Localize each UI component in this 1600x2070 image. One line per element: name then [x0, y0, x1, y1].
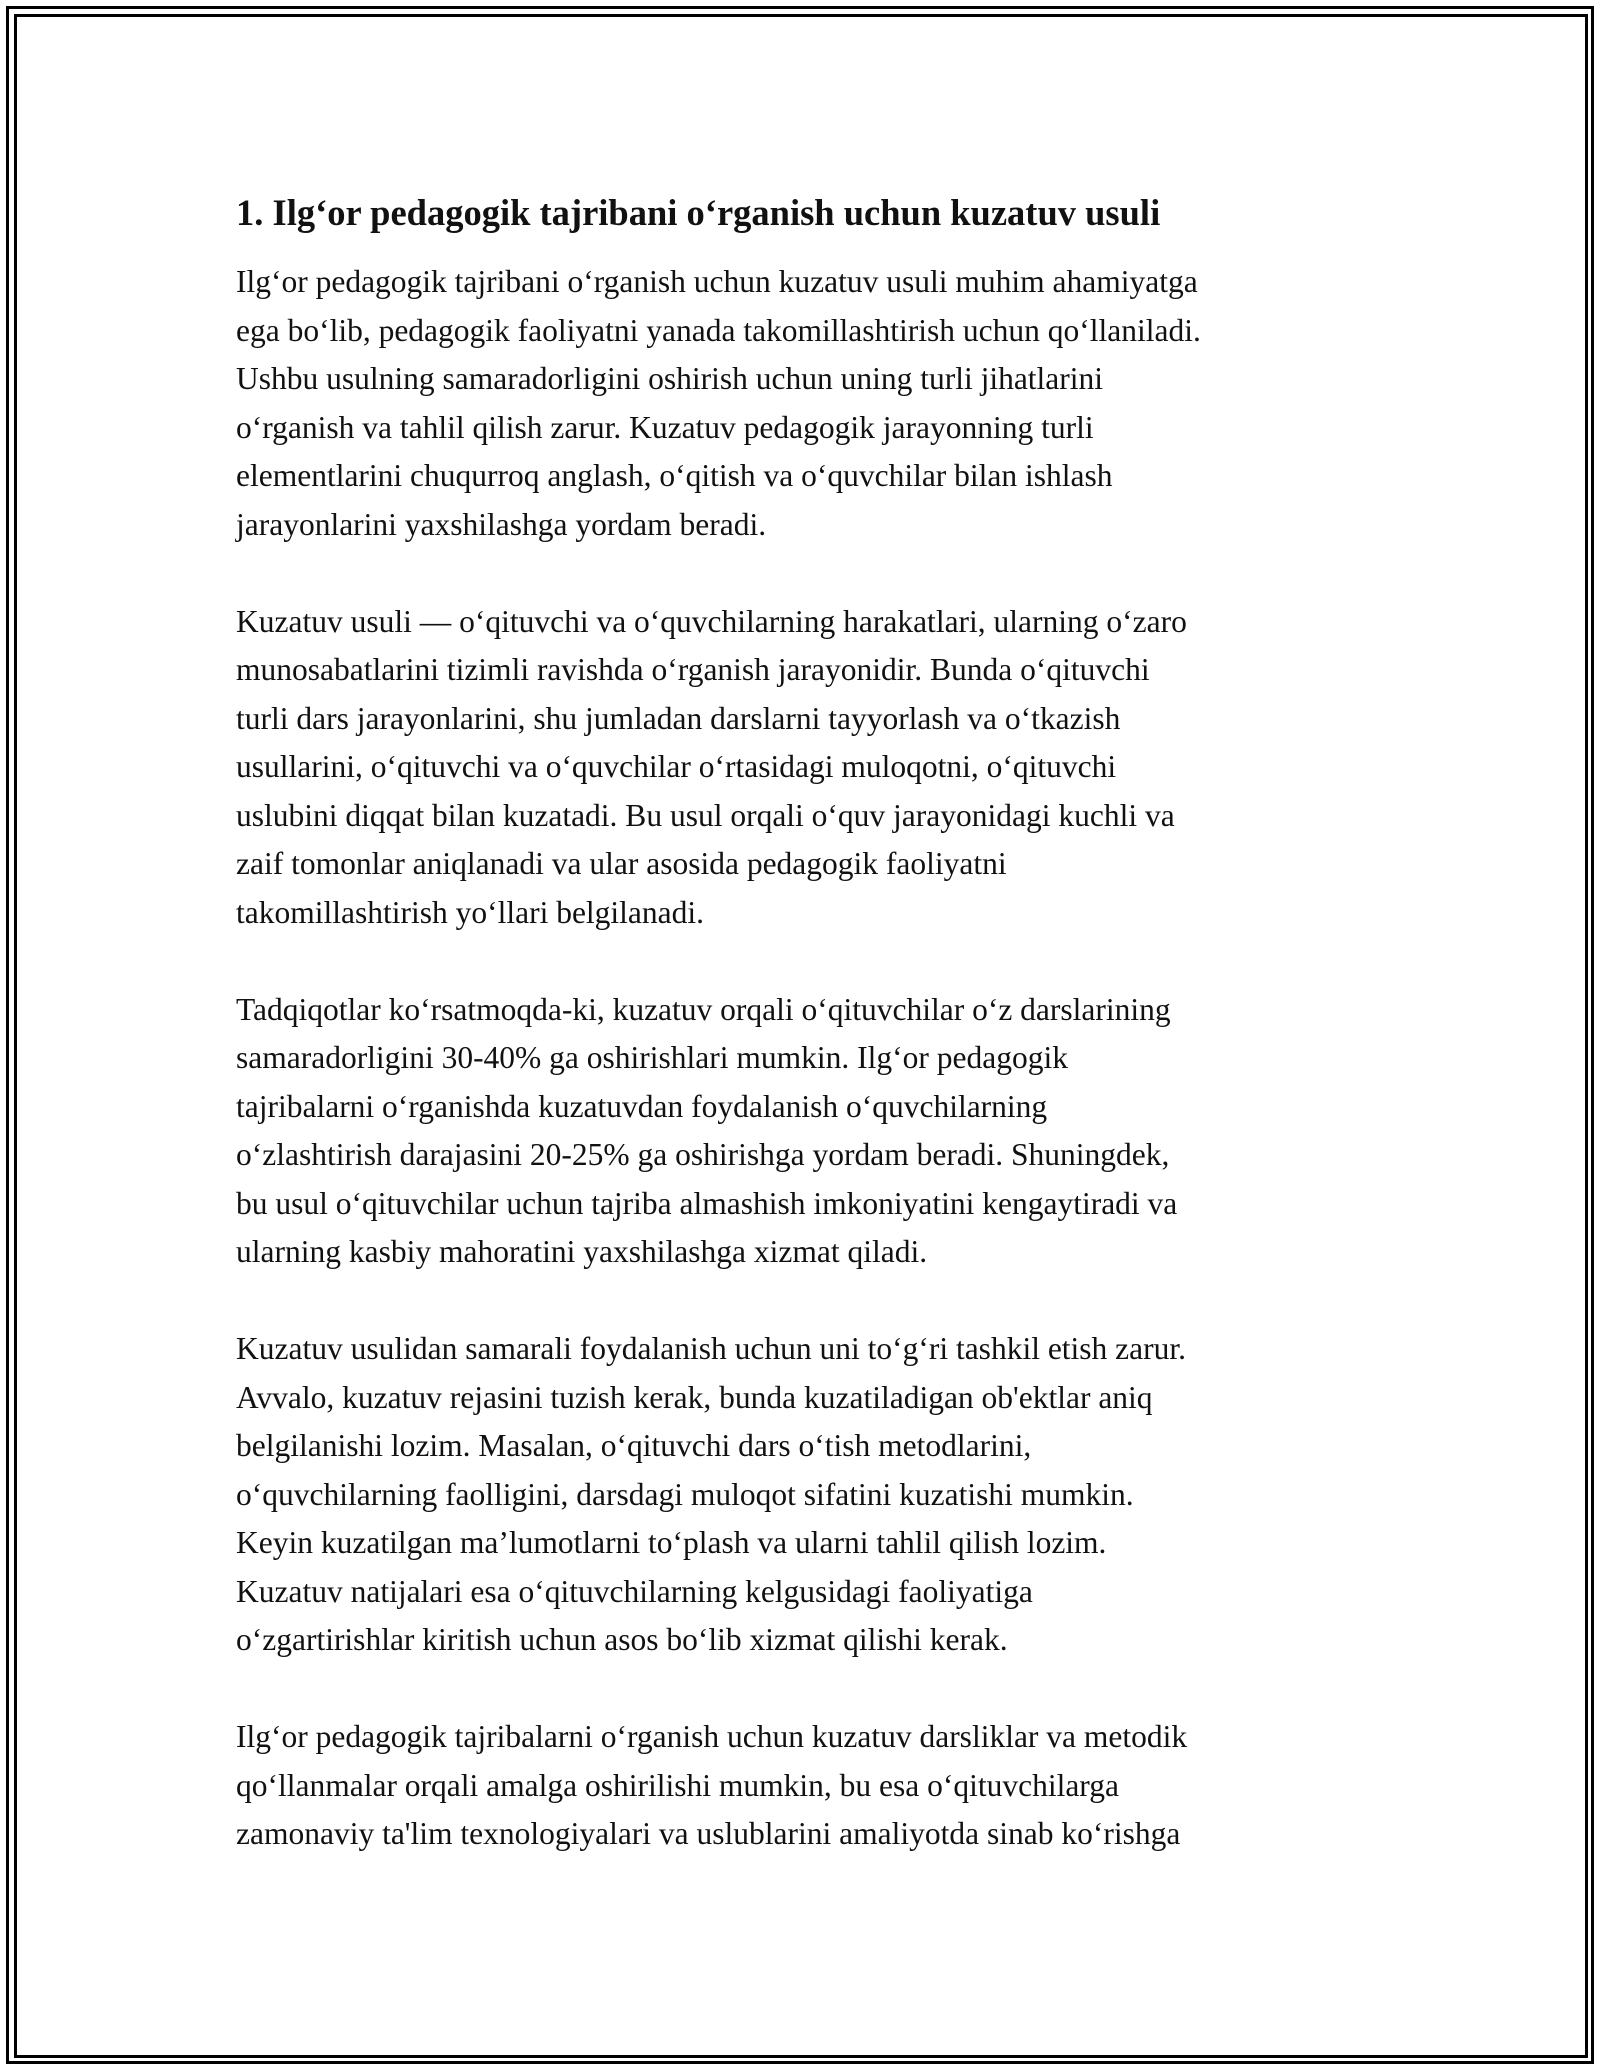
text-line: takomillashtirish yo‘llari belgilanadi. — [236, 894, 705, 930]
paragraph-1 — [236, 258, 1376, 549]
text-line: jarayonlarini yaxshilashga yordam beradi. — [236, 506, 767, 542]
text-line: munosabatlarini tizimli ravishda o‘rganish jarayonidir. Bunda o‘qituvchi — [236, 652, 1150, 687]
text-line: ega bo‘lib, pedagogik faoliyatni yanada takomillashtirish uchun qo‘llaniladi. — [236, 312, 1201, 348]
text-line: Avvalo, kuzatuv rejasini tuzish kerak, bunda kuzatiladigan ob'ektlar aniq — [236, 1379, 1153, 1415]
paragraph-5 — [236, 1713, 1376, 1859]
text-line: Kuzatuv usuli — o‘qituvchi va o‘quvchilarning harakatlari, ularning o‘zaro — [236, 603, 1187, 639]
text-line: samaradorligini 30-40% ga oshirishlari mumkin. Ilg‘or pedagogik — [236, 1040, 1068, 1075]
text-line: Kuzatuv natijalari esa o‘qituvchilarning kelgusidagi faoliyatiga — [236, 1573, 1033, 1609]
text-line: uslubini diqqat bilan kuzatadi. Bu usul orqali o‘quv jarayonidagi kuchli va — [236, 797, 1175, 833]
text-line: Ushbu usulning samaradorligini oshirish uchun uning turli jihatlarini — [236, 361, 1104, 396]
text-line: elementlarini chuqurroq anglash, o‘qitish va o‘quvchilar bilan ishlash — [236, 458, 1113, 493]
text-line: Ilg‘or pedagogik tajribani o‘rganish uchun kuzatuv usuli muhim ahamiyatga — [236, 264, 1198, 299]
text-line: zaif tomonlar aniqlanadi va ular asosida pedagogik faoliyatni — [236, 846, 1007, 881]
text-line: zamonaviy ta'lim texnologiyalari va uslublarini amaliyotda sinab ko‘rishga — [236, 1816, 1181, 1851]
text-line: tajribalarni o‘rganishda kuzatuvdan foydalanish o‘quvchilarning — [236, 1088, 1048, 1124]
paragraph-2 — [236, 598, 1376, 938]
text-line: o‘quvchilarning faolligini, darsdagi muloqot sifatini kuzatishi mumkin. — [236, 1476, 1134, 1512]
text-line: o‘rganish va tahlil qilish zarur. Kuzatuv pedagogik jarayonning turli — [236, 409, 1094, 445]
text-line: usullarini, o‘qituvchi va o‘quvchilar o‘rtasidagi muloqotni, o‘qituvchi — [236, 749, 1117, 784]
text-line: Ilg‘or pedagogik tajribalarni o‘rganish uchun kuzatuv darsliklar va metodik — [236, 1719, 1188, 1754]
paragraph-4 — [236, 1325, 1376, 1665]
document-body — [236, 188, 1376, 1907]
text-line: Kuzatuv usulidan samarali foydalanish uchun uni to‘g‘ri tashkil etish zarur. — [236, 1331, 1187, 1366]
text-line: ularning kasbiy mahoratini yaxshilashga xizmat qiladi. — [236, 1234, 928, 1269]
text-line: o‘zlashtirish darajasini 20-25% ga oshirishga yordam beradi. Shuningdek, — [236, 1137, 1170, 1172]
paragraph-3 — [236, 986, 1376, 1277]
text-line: qo‘llanmalar orqali amalga oshirilishi mumkin, bu esa o‘qituvchilarga — [236, 1767, 1119, 1803]
text-line: turli dars jarayonlarini, shu jumladan darslarni tayyorlash va o‘tkazish — [236, 700, 1121, 736]
text-line: bu usul o‘qituvchilar uchun tajriba almashish imkoniyatini kengaytiradi va — [236, 1185, 1178, 1221]
text-line: belgilanishi lozim. Masalan, o‘qituvchi dars o‘tish metodlarini, — [236, 1428, 1032, 1463]
section-heading: 1. Ilg‘or pedagogik tajribani o‘rganish uchun kuzatuv usuli — [236, 192, 1161, 233]
text-line: Tadqiqotlar ko‘rsatmoqda-ki, kuzatuv orqali o‘qituvchilar o‘z darslarining — [236, 991, 1171, 1027]
text-line: Keyin kuzatilgan ma’lumotlarni to‘plash va ularni tahlil qilish lozim. — [236, 1525, 1107, 1560]
text-line: o‘zgartirishlar kiritish uchun asos bo‘lib xizmat qilishi kerak. — [236, 1622, 1008, 1657]
